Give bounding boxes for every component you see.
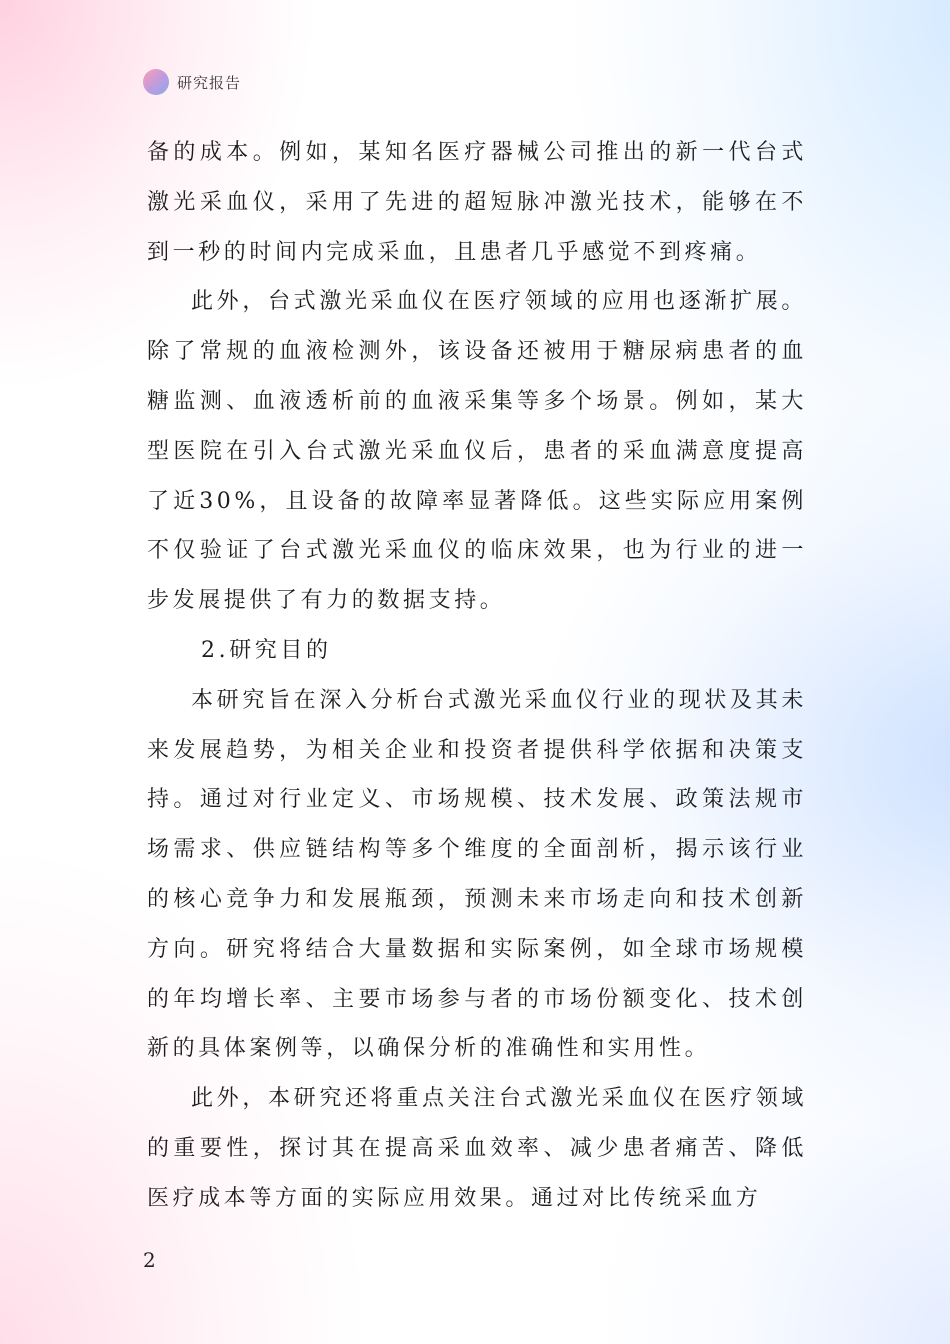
page-number: 2 — [143, 1248, 156, 1272]
page-header — [143, 67, 241, 97]
section-heading: 2.研究目的 — [201, 637, 332, 663]
header-title: 研究报告 — [177, 73, 242, 92]
document-body — [147, 128, 807, 1224]
body-paragraph: 此外，台式激光采血仪在医疗领域的应用也逐渐扩展。除了常规的血液检测外，该设备还被用于糖尿病患者的血糖监测、血液透析前的血液采集等多个场景。例如，某大型医院在引入台式激光采血仪后，患者的采血满意度提高了近30%，且设备的故障率显著降低。这些实际应用案例不仅验证了台式激光采血仪的临床效果，也为行业的进一步发展提供了有力的数据支持。 — [147, 289, 807, 614]
body-paragraph: 此外，本研究还将重点关注台式激光采血仪在医疗领域的重要性，探讨其在提高采血效率、减少患者痛苦、降低医疗成本等方面的实际应用效果。通过对比传统采血方 — [147, 1086, 807, 1211]
body-paragraph: 备的成本。例如，某知名医疗器械公司推出的新一代台式激光采血仪，采用了先进的超短脉冲激光技术，能够在不到一秒的时间内完成采血，且患者几乎感觉不到疼痛。 — [147, 140, 807, 265]
body-paragraph: 本研究旨在深入分析台式激光采血仪行业的现状及其未来发展趋势，为相关企业和投资者提供科学依据和决策支持。通过对行业定义、市场规模、技术发展、政策法规市场需求、供应链结构等多个维度的全面剖析，揭示该行业的核心竞争力和发展瓶颈，预测未来市场走向和技术创新方向。研究将结合大量数据和实际案例，如全球市场规模的年均增长率、主要市场参与者的市场份额变化、技术创新的具体案例等，以确保分析的准确性和实用性。 — [147, 687, 807, 1062]
report-logo-icon — [143, 69, 169, 95]
